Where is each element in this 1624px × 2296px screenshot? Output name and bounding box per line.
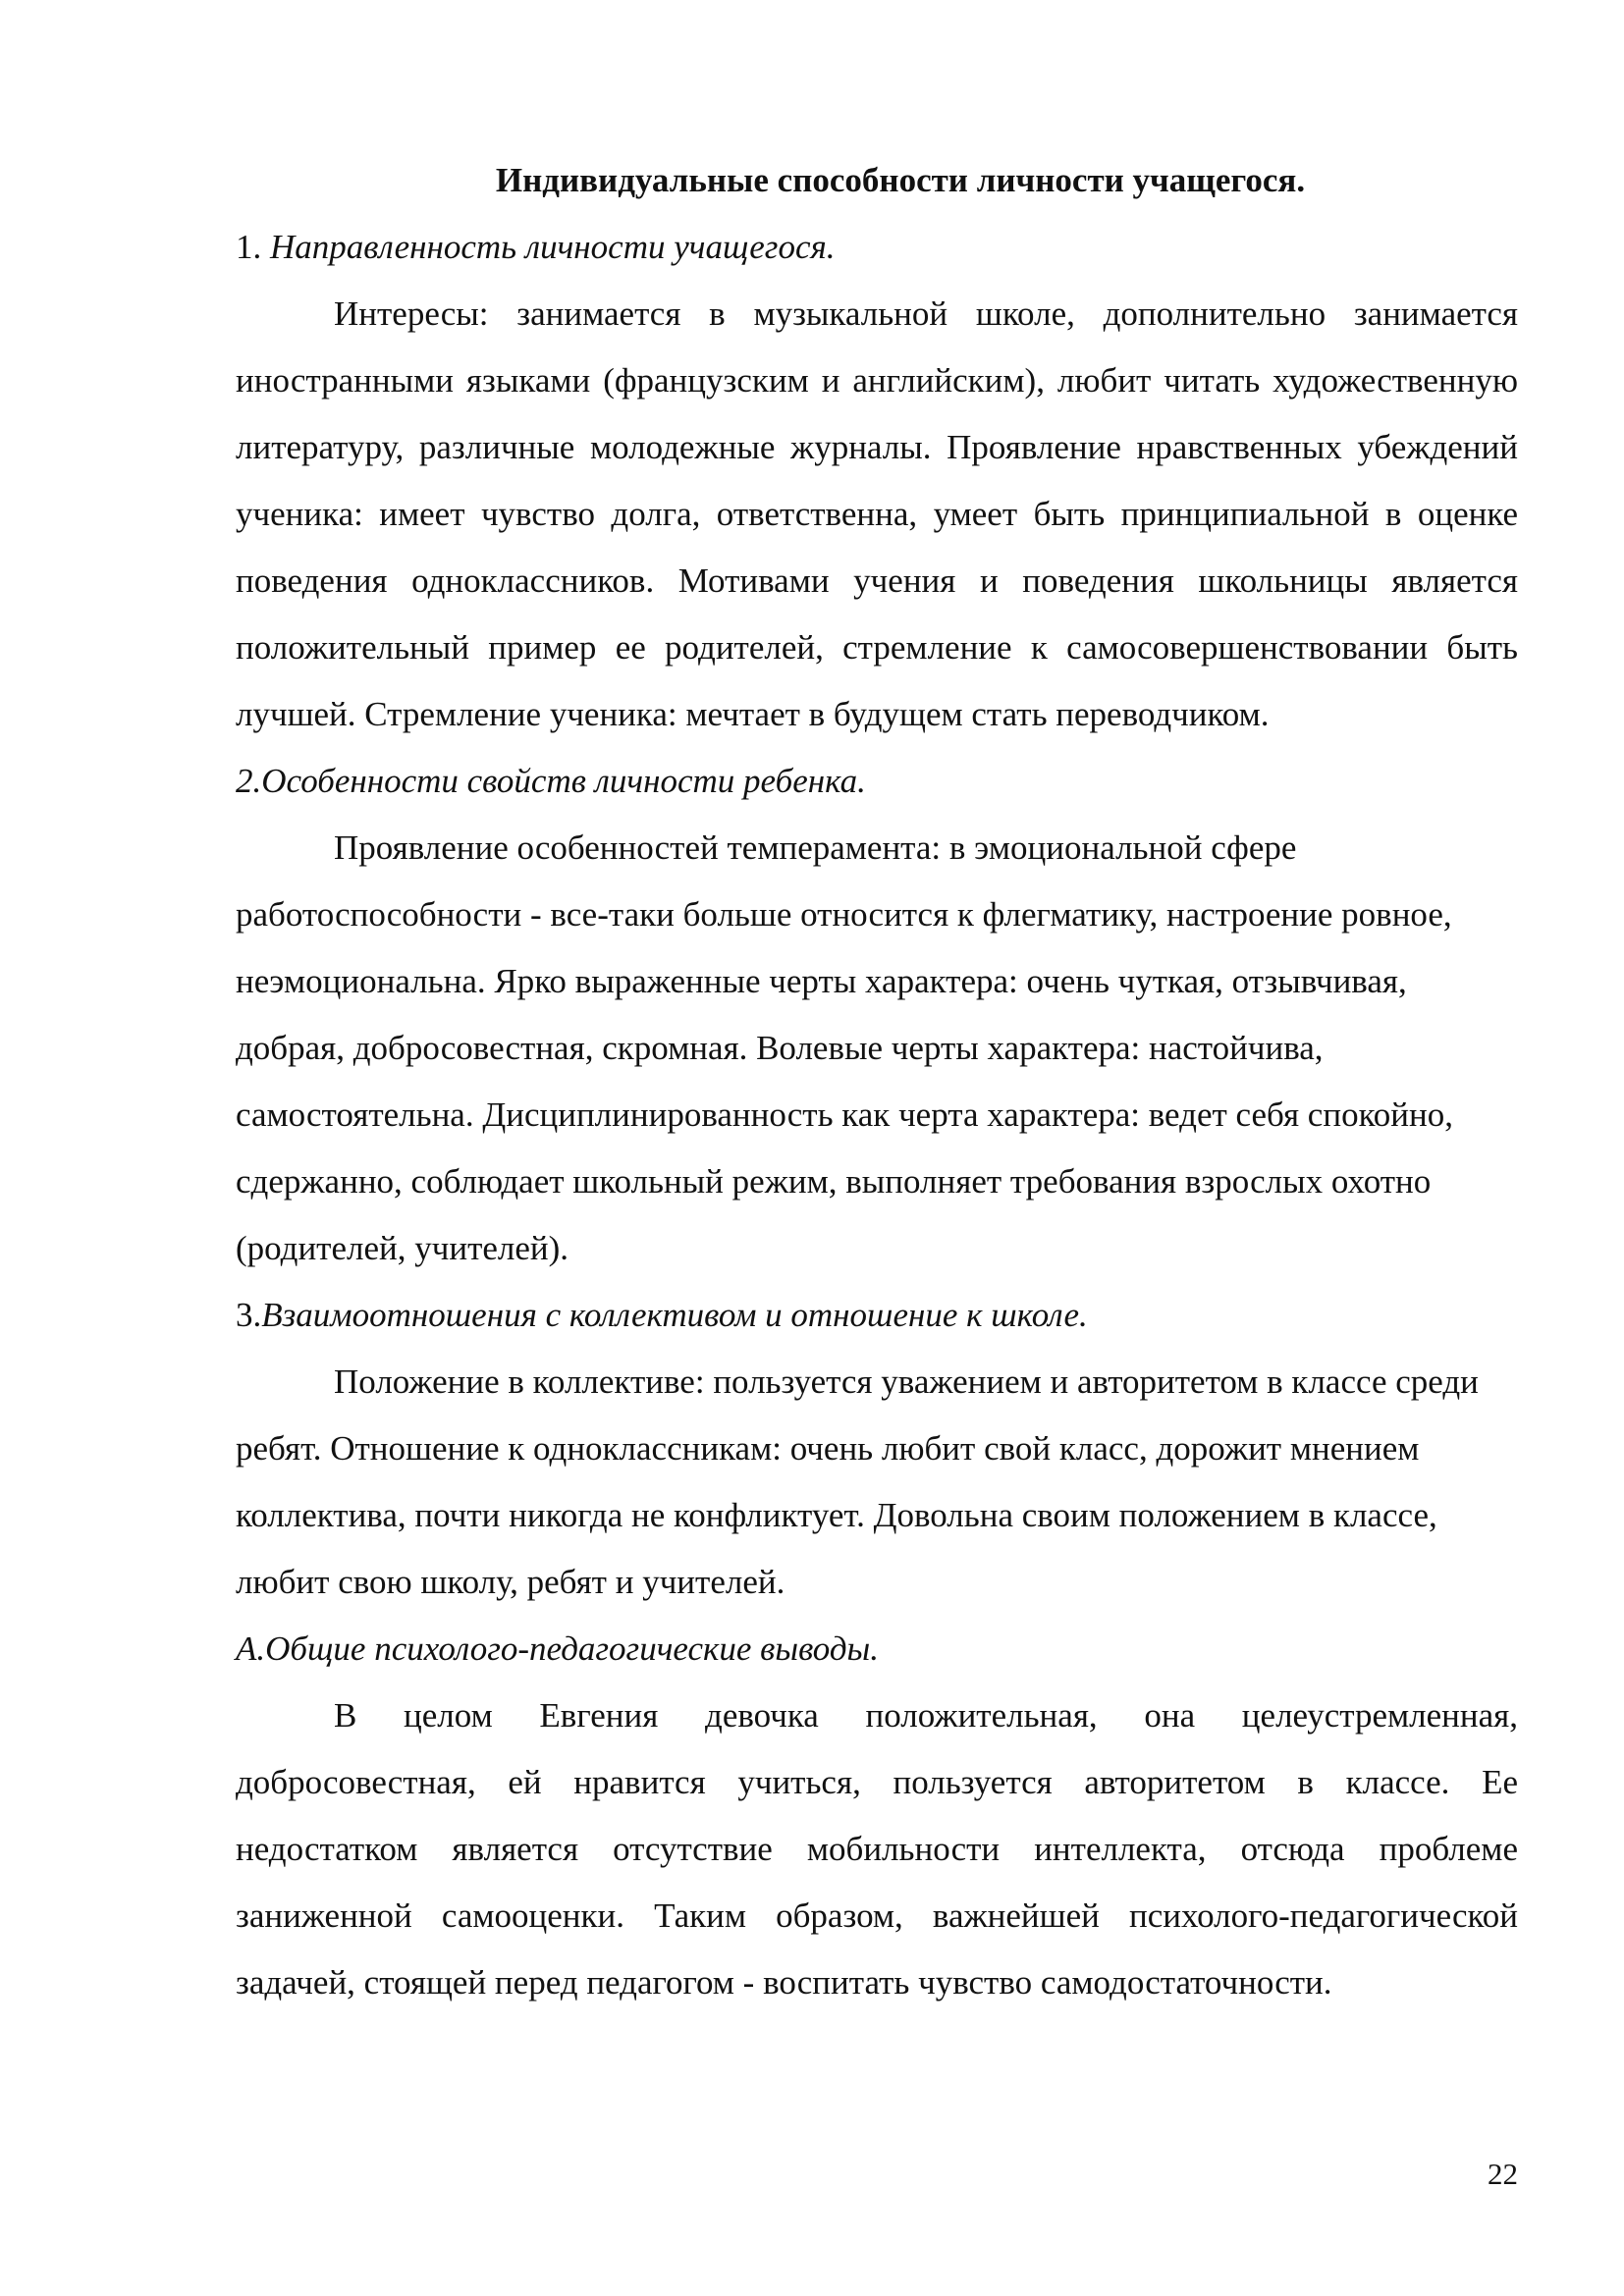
section-paragraph-3: Положение в коллективе: пользуется уважением и авторитетом в классе среди ребят. Отношение к одноклассникам: очень любит свой класс, дорожит мнением коллектива, почти никогда не конфликтует. Довольна своим положением в классе, любит свою школу, ребят и учителей. <box>236 1362 1479 1601</box>
section-heading-2 <box>236 748 1518 815</box>
section-paragraph-2: Проявление особенностей темперамента: в эмоциональной сфере работоспособности - все-таки больше относится к флегматику, настроение ровное, неэмоциональна. Ярко выраженные черты характера: очень чуткая, отзывчивая, добрая, добросовестная, скромная. Волевые черты характера: настойчива, самостоятельна. Дисциплинированность как черта характера: ведет себя спокойно, сдержанно, соблюдает школьный режим, выполняет требования взрослых охотно (родителей, учителей). <box>236 828 1454 1267</box>
page-title: Индивидуальные способности личности учащегося. <box>495 161 1306 199</box>
section-paragraph-1: Интересы: занимается в музыкальной школе, дополнительно занимается иностранными языками (французским и английским), любит читать художественную литературу, различные молодежные журналы. Проявление нравственных убеждений ученика: имеет чувство долга, ответственна, умеет быть принципиальной в оценке поведения одноклассников. Мотивами учения и поведения школьницы является положительный пример ее родителей, стремление к самосовершенствовании быть лучшей. Стремление ученика: мечтает в будущем стать переводчиком. <box>236 294 1518 733</box>
page-number: 22 <box>1488 2157 1518 2191</box>
section-heading-4 <box>236 1616 1518 1682</box>
section-number-1: 1. <box>236 228 270 266</box>
document-page <box>236 147 1518 2016</box>
section-number-3: 3. <box>236 1296 262 1334</box>
section-heading-3 <box>236 1282 1518 1349</box>
section-heading-text-2: 2.Особенности свойств личности ребенка. <box>236 762 866 800</box>
section-heading-text-1: Направленность личности учащегося. <box>270 228 836 266</box>
section-heading-1 <box>236 214 1518 281</box>
section-heading-text-4: А.Общие психолого-педагогические выводы. <box>236 1629 880 1668</box>
section-heading-text-3: Взаимоотношения с коллективом и отношение к школе. <box>261 1296 1088 1334</box>
section-paragraph-4: В целом Евгения девочка положительная, она целеустремленная, добросовестная, ей нравится учиться, пользуется авторитетом в классе. Ее недостатком является отсутствие мобильности интеллекта, отсюда проблеме заниженной самооценки. Таким образом, важнейшей психолого-педагогической задачей, стоящей перед педагогом - воспитать чувство самодостаточности. <box>236 1696 1518 2002</box>
